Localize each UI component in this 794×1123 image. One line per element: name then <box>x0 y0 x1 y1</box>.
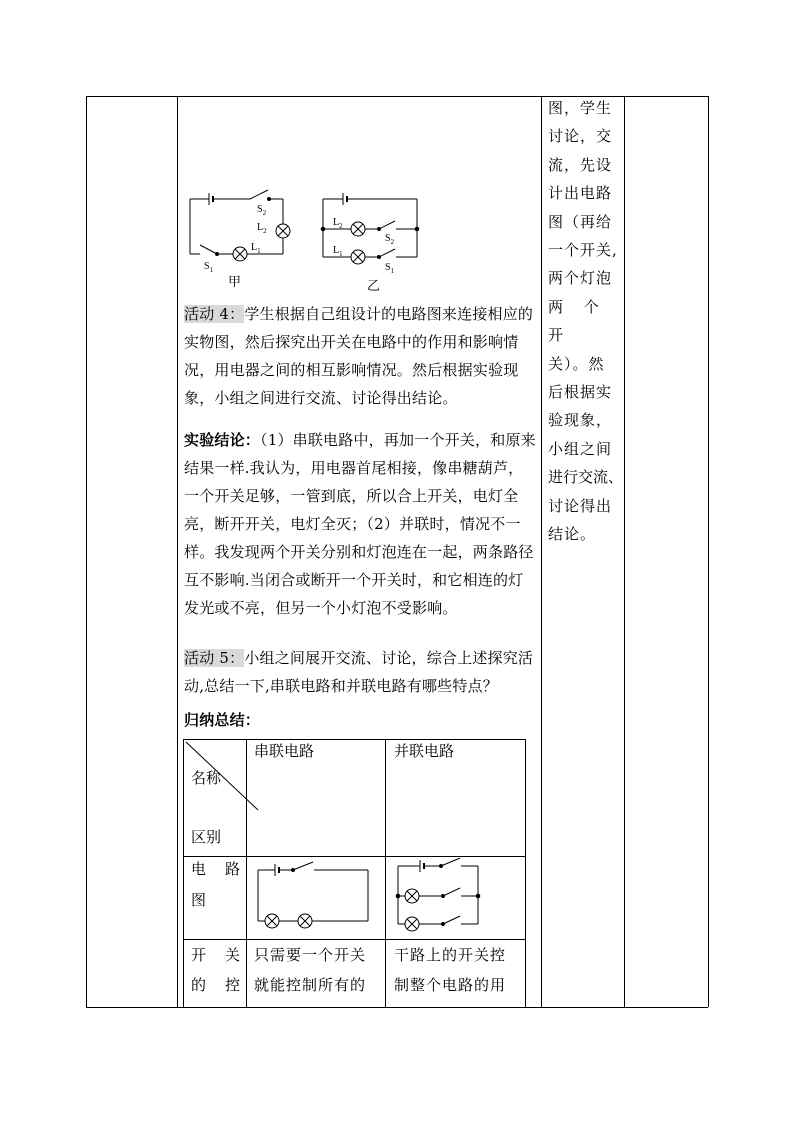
side-line: 讨论，交 <box>548 127 613 146</box>
column-divider-1 <box>177 96 178 1007</box>
activity-5-label: 活动 5： <box>184 649 245 667</box>
side-line: 小组之间 <box>548 439 613 458</box>
side-line: 计出电路 <box>548 184 613 203</box>
side-line: 进行交流、 <box>548 468 624 487</box>
table-left-border <box>86 96 87 1007</box>
label-s1-yi: $S_1$ <box>385 262 395 275</box>
conclusion-label: 实验结论： <box>184 431 261 449</box>
row-circuit-label-b: 图 <box>191 891 207 909</box>
label-l2-jia: $L_2$ <box>257 222 267 235</box>
label-l1-yi: $L_1$ <box>333 245 343 258</box>
caption-jia: 甲 <box>228 274 242 289</box>
circuit-diagrams <box>180 185 440 295</box>
row-switch-label-a: 开 关 <box>191 946 243 964</box>
circuit-jia <box>190 190 290 261</box>
column-series-circuit: 串联电路 <box>254 742 315 760</box>
label-s2-yi: $S_2$ <box>385 233 395 246</box>
column-divider-2 <box>541 96 542 1007</box>
series-switch-text-a: 只需要一个开关 <box>254 946 367 964</box>
side-line: 两 个 开 <box>548 297 607 345</box>
column-divider-3 <box>624 96 625 1007</box>
side-line: 一个开关, <box>548 241 618 260</box>
parallel-switch-text-a: 干路上的开关控 <box>394 946 507 964</box>
row-circuit-label-a: 电 路 <box>191 860 243 878</box>
side-line: 关）。然 <box>548 354 605 373</box>
activity-4-label: 活动 4： <box>184 305 245 323</box>
activity-5 <box>184 644 536 700</box>
series-switch-text-b: 就能控制所有的 <box>254 976 367 994</box>
activity-5-text: 小组之间展开交流、讨论，综合上述探究活动,总结一下,串联电路和并联电路有哪些特点？ <box>184 649 534 695</box>
header-difference-label: 区别 <box>191 828 222 846</box>
activity-4-text: 学生根据自己组设计的电路图来连接相应的实物图，然后探究出开关在电路中的作用和影响情况，用电器之间的相互影响情况。然后根据实验现象，小组之间进行交流、讨论得出结论。 <box>184 305 534 407</box>
label-s2-jia: $S_2$ <box>257 204 267 217</box>
label-l1-jia: $L_1$ <box>251 242 261 255</box>
side-line: 图（再给 <box>548 212 613 231</box>
table-right-border <box>708 96 709 1007</box>
side-line: 结论。 <box>548 525 597 544</box>
parallel-circuit-diagram <box>390 856 520 936</box>
column-parallel-circuit: 并联电路 <box>394 742 455 760</box>
summary-label: 归纳总结： <box>184 711 261 729</box>
side-line: 讨论得出 <box>548 496 613 515</box>
label-l2-yi: $L_2$ <box>333 217 343 230</box>
header-name-label: 名称 <box>191 769 222 787</box>
series-circuit-diagram <box>250 858 380 934</box>
side-line: 后根据实 <box>548 383 613 402</box>
activity-4 <box>184 300 536 412</box>
side-line: 验现象， <box>548 411 613 430</box>
caption-yi: 乙 <box>367 278 381 293</box>
row-switch-label-b: 的 控 <box>191 976 243 994</box>
side-line: 两个灯泡 <box>548 269 613 288</box>
conclusion-text: （1）串联电路中，再加一个开关，和原来结果一样.我认为，用电器首尾相接，像串糖葫芦，一个开关足够，一管到底，所以合上开关，电灯全亮，断开开关，电灯全灭；（2）并联时，情况不一样。我发现两个开关分别和灯泡连在一起，两条路径互不影响.当闭合或断开一个开关时，和它相连的灯发光或不亮，但另一个小灯泡不受影响。 <box>184 431 536 617</box>
label-s1-jia: $S_1$ <box>204 261 214 274</box>
side-line: 流，先设 <box>548 155 613 174</box>
table-bottom-border <box>86 1007 708 1008</box>
experiment-conclusion <box>184 426 536 622</box>
side-line: 图，学生 <box>548 99 613 117</box>
teacher-notes-column <box>548 94 624 549</box>
parallel-switch-text-b: 制整个电路的用 <box>394 976 507 994</box>
